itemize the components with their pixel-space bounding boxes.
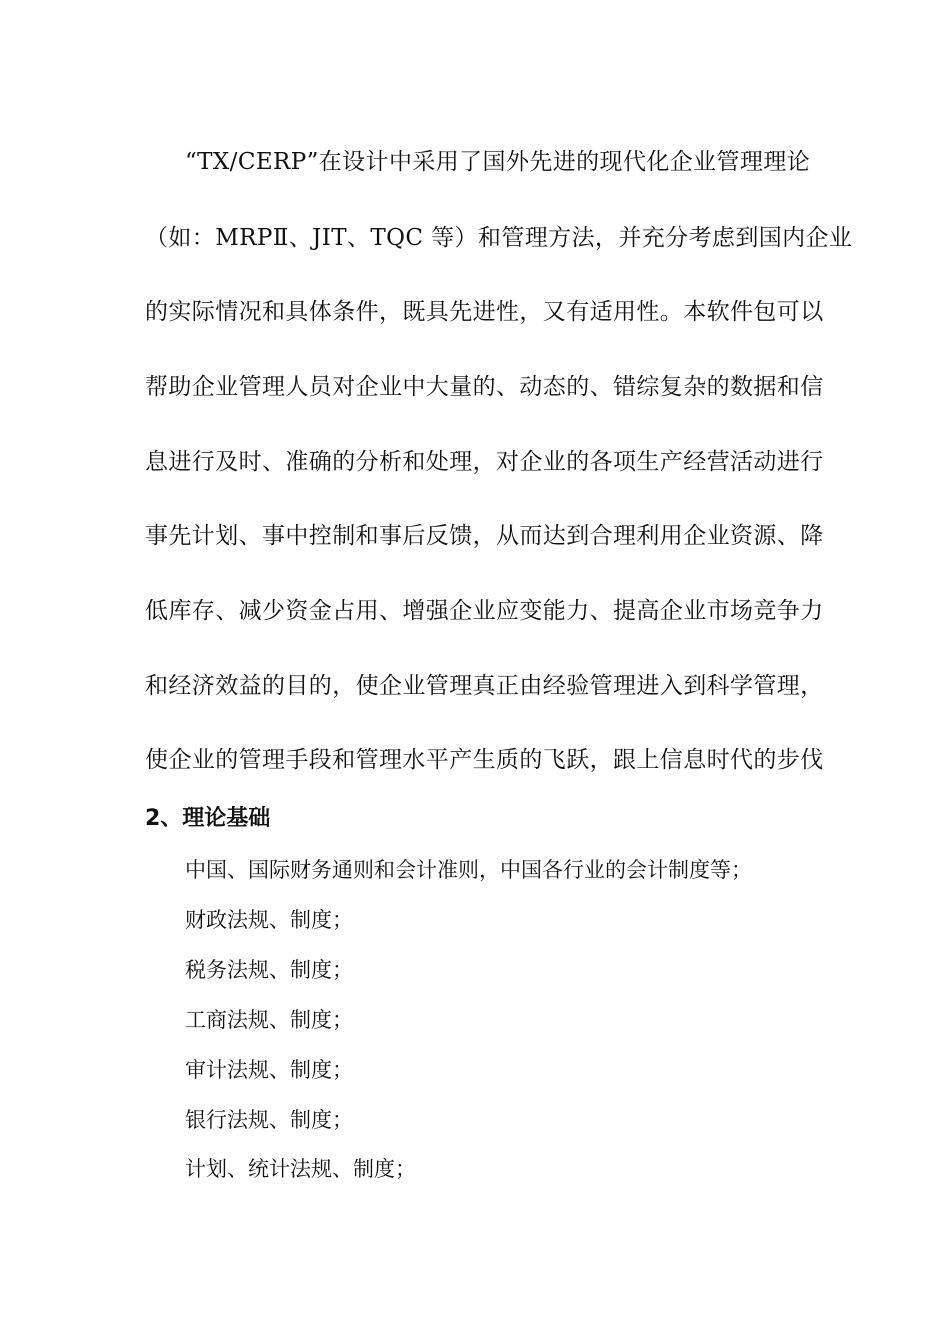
paragraph-line: 事先计划、事中控制和事后反馈，从而达到合理利用企业资源、降 <box>145 523 824 549</box>
list-item: 审计法规、制度； <box>185 1058 353 1082</box>
list-item: 中国、国际财务通则和会计准则，中国各行业的会计制度等； <box>185 858 752 882</box>
paragraph-line: （如：MRPⅡ、JIT、TQC 等）和管理方法，并充分考虑到国内企业 <box>145 225 853 251</box>
paragraph-line: 使企业的管理手段和管理水平产生质的飞跃，跟上信息时代的步伐 <box>145 747 824 773</box>
paragraph-line: 低库存、减少资金占用、增强企业应变能力、提高企业市场竞争力 <box>145 598 824 624</box>
paragraph-line: 帮助企业管理人员对企业中大量的、动态的、错综复杂的数据和信 <box>145 374 824 400</box>
paragraph-line: “TX/CERP”在设计中采用了国外先进的现代化企业管理理论 <box>185 149 811 175</box>
paragraph-line: 和经济效益的目的，使企业管理真正由经验管理进入到科学管理， <box>145 673 824 699</box>
list-item: 计划、统计法规、制度； <box>185 1157 416 1181</box>
paragraph-line: 息进行及时、准确的分析和处理，对企业的各项生产经营活动进行 <box>145 449 824 475</box>
paragraph-line: 的实际情况和具体条件，既具先进性，又有适用性。本软件包可以 <box>145 299 824 325</box>
list-item: 工商法规、制度； <box>185 1008 353 1032</box>
list-item: 税务法规、制度； <box>185 958 353 982</box>
section-heading: 2、理论基础 <box>145 806 271 831</box>
list-item: 银行法规、制度； <box>185 1108 353 1132</box>
list-item: 财政法规、制度； <box>185 908 353 932</box>
